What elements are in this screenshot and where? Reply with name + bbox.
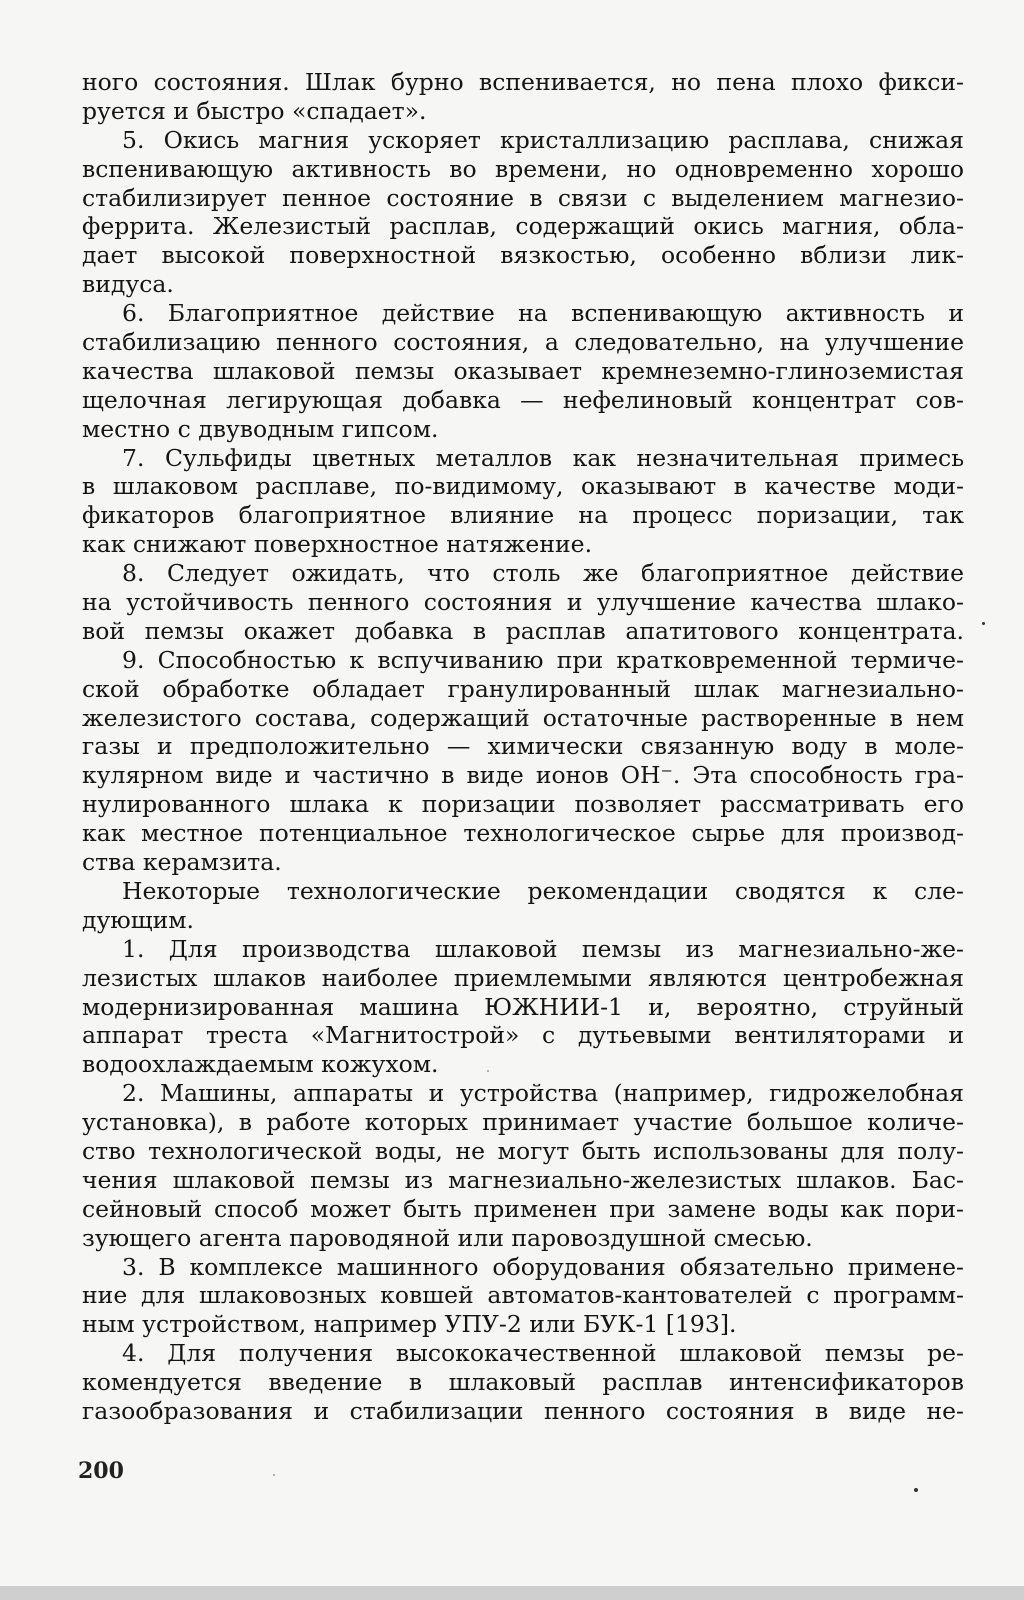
text-line: чения шлаковой пемзы из магнезиально-железистых шлаков. Бас- — [82, 1165, 964, 1194]
text-line: дующим. — [82, 905, 195, 934]
text-line: ство технологической воды, не могут быть использованы для полу- — [82, 1136, 964, 1165]
text-line: ным устройством, например УПУ-2 или БУК-1 [193]. — [82, 1310, 737, 1339]
page-number: 200 — [78, 1458, 124, 1484]
text-line: руется и быстро «спадает». — [82, 96, 427, 125]
text-line: местно с двуводным гипсом. — [82, 414, 439, 443]
print-speck — [982, 622, 985, 625]
text-line: железистого состава, содержащий остаточные растворенные в нем — [82, 703, 964, 732]
text-line: 2. Машины, аппараты и устройства (например, гидрожелобная — [122, 1079, 964, 1108]
text-line: ства керамзита. — [82, 848, 282, 877]
text-line: стабилизацию пенного состояния, а следовательно, на улучшение — [82, 328, 964, 357]
text-line: 5. Окись магния ускоряет кристаллизацию расплава, снижая — [122, 125, 964, 154]
text-line: комендуется введение в шлаковый расплав интенсификаторов — [82, 1368, 964, 1397]
text-line: газы и предположительно — химически связанную воду в моле- — [82, 732, 964, 761]
text-line: ние для шлаковозных ковшей автоматов-кантователей с программ- — [82, 1281, 964, 1310]
text-line: феррита. Железистый расплав, содержащий окись магния, обла- — [82, 212, 964, 241]
book-page-text — [82, 68, 964, 1426]
text-line: Некоторые технологические рекомендации сводятся к сле- — [122, 876, 964, 905]
text-line: 1. Для производства шлаковой пемзы из магнезиально-же- — [122, 934, 964, 963]
print-speck — [914, 1488, 918, 1492]
text-line: фикаторов благоприятное влияние на процесс поризации, так — [82, 501, 964, 530]
text-line: 6. Благоприятное действие на вспенивающую активность и — [122, 299, 964, 328]
text-line: 7. Сульфиды цветных металлов как незначительная примесь — [122, 443, 964, 472]
text-line: водоохлаждаемым кожухом. — [82, 1050, 439, 1079]
text-line: аппарат треста «Магнитострой» с дутьевыми вентиляторами и — [82, 1021, 964, 1050]
text-line: 8. Следует ожидать, что столь же благоприятное действие — [122, 559, 964, 588]
text-line: как местное потенциальное технологическое сырье для производ- — [82, 819, 964, 848]
text-line: нулированного шлака к поризации позволяет рассматривать его — [82, 790, 964, 819]
text-line: качества шлаковой пемзы оказывает кремнеземно-глиноземистая — [82, 356, 964, 385]
page-edge-shadow — [0, 1586, 1024, 1600]
text-line: лезистых шлаков наиболее приемлемыми являются центробежная — [82, 963, 964, 992]
text-line: зующего агента пароводяной или паровоздушной смесью. — [82, 1223, 813, 1252]
text-line: ской обработке обладает гранулированный шлак магнезиально- — [82, 674, 964, 703]
print-speck — [273, 1474, 275, 1476]
text-line: стабилизирует пенное состояние в связи с выделением магнезио- — [82, 183, 964, 212]
text-line: 4. Для получения высококачественной шлаковой пемзы ре- — [122, 1339, 964, 1368]
text-line: сейновый способ может быть применен при замене воды как пори- — [82, 1194, 964, 1223]
print-speck — [487, 1070, 489, 1072]
text-line: вспенивающую активность во времени, но одновременно хорошо — [82, 154, 964, 183]
text-line: 9. Способностью к вспучиванию при кратковременной термиче- — [122, 645, 964, 674]
text-line: в шлаковом расплаве, по-видимому, оказывают в качестве моди- — [82, 472, 964, 501]
text-line: газообразования и стабилизации пенного состояния в виде не- — [82, 1396, 964, 1425]
text-line: 3. В комплексе машинного оборудования обязательно примене- — [122, 1252, 964, 1281]
text-line: как снижают поверхностное натяжение. — [82, 530, 593, 559]
text-line: ного состояния. Шлак бурно вспенивается, но пена плохо фикси- — [82, 68, 964, 96]
text-line: вой пемзы окажет добавка в расплав апатитового концентрата. — [82, 616, 964, 645]
text-line: модернизированная машина ЮЖНИИ-1 и, вероятно, струйный — [82, 992, 964, 1021]
text-line: на устойчивость пенного состояния и улучшение качества шлако- — [82, 588, 964, 617]
text-line: кулярном виде и частично в виде ионов OH⁻. Эта способность гра- — [82, 761, 964, 790]
text-line: установка), в работе которых принимает участие большое количе- — [82, 1108, 964, 1137]
text-line: дает высокой поверхностной вязкостью, особенно вблизи лик- — [82, 241, 964, 270]
text-line: щелочная легирующая добавка — нефелиновый концентрат сов- — [82, 385, 964, 414]
text-line: видуса. — [82, 270, 174, 299]
